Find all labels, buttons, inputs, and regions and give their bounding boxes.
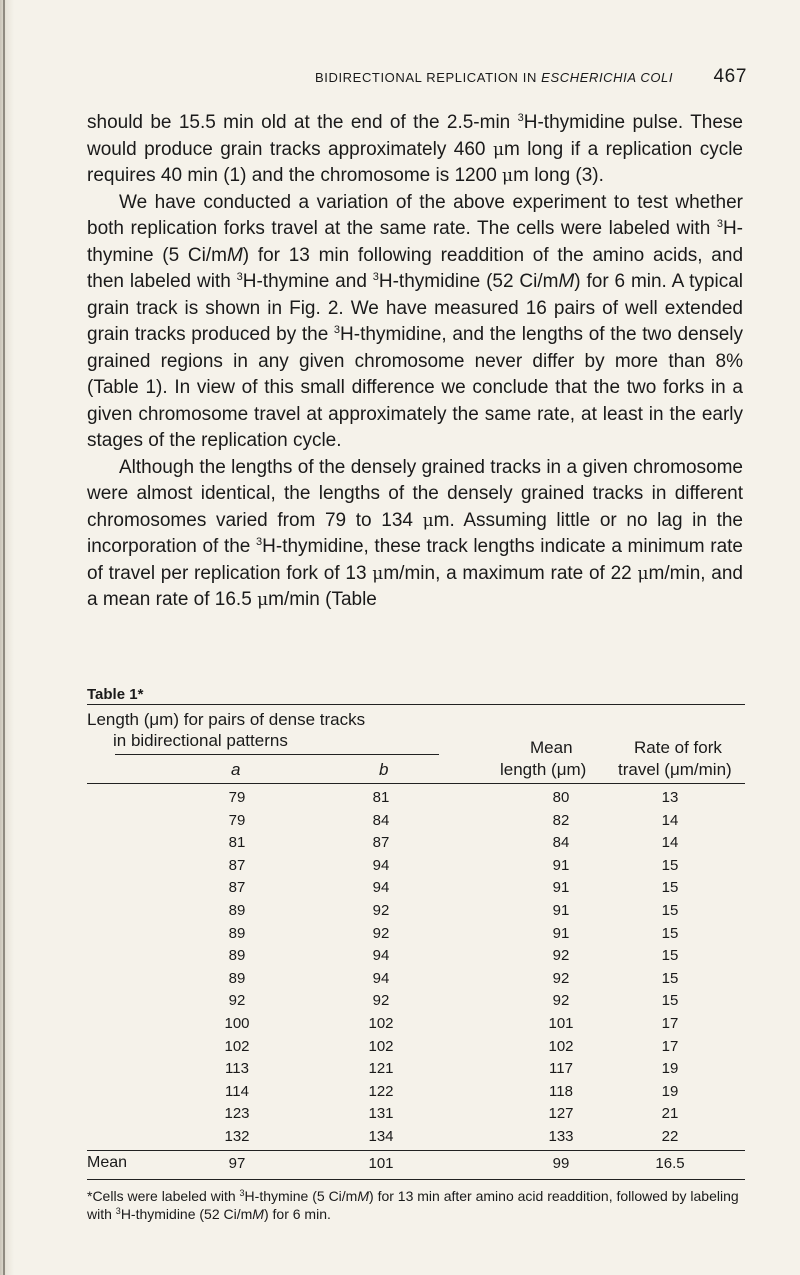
table-row [87,1105,745,1126]
cell-fork-rate: 15 [661,924,679,942]
cell-fork-rate: 14 [661,834,679,852]
cell-length-b: 92 [372,924,390,942]
cell-length-a: 89 [228,924,246,942]
body-text [87,110,743,614]
cell-length-a: 123 [224,1105,250,1123]
header-mean-line2: length (μm) [500,760,587,779]
cell-length-a: 113 [225,1060,249,1078]
cell-fork-rate: 21 [661,1105,679,1123]
cell-length-b: 94 [372,856,390,874]
table-row [87,1060,745,1081]
paragraph-1: should be 15.5 min old at the end of the 2.5-min $^3$H-thymidine pulse. These would produce grain tracks approximately 460 μm long if a replication cycle requires 40 min (1) and the chromosome is 1200 μm long (3). [87,112,743,186]
cell-mean-length: 101 [548,1015,574,1032]
table-row [87,1038,745,1059]
cell-length-b: 94 [372,947,390,965]
cell-fork-rate: 14 [661,811,679,829]
table-row [87,812,745,833]
table-footnote: *Cells were labeled with $^3$H-thymine (5 Ci/mM) for 13 min after amino acid readdition, followed by labeling with $^3$H-thymidine (52 Ci/mM) for 6 min. [87,1188,739,1222]
cell-fork-rate: 15 [661,879,679,897]
cell-mean-length: 118 [549,1082,573,1100]
table-row [87,947,745,968]
table-row [87,834,745,855]
table-row [87,970,745,991]
cell-fork-rate: 17 [661,1015,679,1032]
table-row [87,902,745,923]
cell-length-a: 102 [224,1037,250,1055]
cell-length-a: 114 [225,1082,249,1100]
table-row [87,992,745,1013]
cell-length-a: 89 [228,947,246,965]
header-mean-line1: Mean [530,738,573,757]
header-group-line1: Length (μm) for pairs of dense tracks [87,710,366,729]
cell-mean-length: 91 [552,856,570,874]
cell-length-a: 87 [228,856,246,874]
table-row [87,1128,745,1149]
cell-mean-length: 92 [552,969,570,987]
header-group-line2: in bidirectional patterns [113,731,288,750]
mean-a: 97 [228,1155,246,1172]
cell-length-b: 81 [372,789,390,806]
cell-length-b: 121 [368,1060,394,1078]
cell-length-b: 102 [368,1037,394,1055]
header-rate-line1: Rate of fork [634,738,722,757]
table-row [87,925,745,946]
cell-fork-rate: 15 [661,992,679,1010]
cell-mean-length: 127 [548,1105,574,1123]
cell-length-b: 134 [368,1128,394,1145]
paragraph-2: We have conducted a variation of the above experiment to test whether both replication forks travel at the same rate. The cells were labeled with $^3$H-thymine (5 Ci/mM) for 13 min following readdition of the amino acids, and then labeled with $^3$H-thymine and $^3$H-thymidine (52 Ci/mM) for 6 min. A typical grain track is shown in Fig. 2. We have measured 16 pairs of well extended grain tracks produced by the $^3$H-thymidine, and the lengths of the two densely grained regions in any given chromosome never differ by more than 8% (Table 1). In view of this small difference we conclude that the two forks in a given chromosome travel at approximately the same rate, at least in the early stages of the replication cycle. [87,191,744,451]
cell-fork-rate: 15 [661,969,679,987]
running-head [87,66,747,88]
mean-length: 99 [552,1155,570,1172]
table-row [87,857,745,878]
cell-length-b: 92 [372,992,390,1010]
cell-mean-length: 92 [552,992,570,1010]
cell-length-a: 92 [228,992,246,1010]
cell-fork-rate: 19 [661,1082,679,1100]
mean-b: 101 [368,1155,394,1172]
cell-fork-rate: 15 [661,856,679,874]
cell-length-b: 122 [368,1082,394,1100]
cell-length-a: 79 [228,811,246,829]
table-row [87,1015,745,1036]
mean-row [87,1155,745,1176]
table-row [87,789,745,810]
cell-length-b: 102 [368,1015,394,1032]
page-number: 467 [713,66,747,87]
cell-fork-rate: 19 [661,1060,679,1078]
cell-fork-rate: 13 [661,789,679,806]
table-row [87,879,745,900]
cell-fork-rate: 15 [661,902,679,919]
table-bottom-rule [87,1179,745,1180]
cell-length-a: 81 [228,834,246,852]
table-top-rule [87,704,745,705]
cell-mean-length: 82 [552,811,570,829]
cell-mean-length: 117 [549,1060,573,1078]
cell-length-a: 89 [228,969,246,987]
cell-length-a: 89 [228,902,246,919]
cell-length-a: 132 [224,1128,250,1145]
cell-length-b: 131 [368,1105,394,1123]
table-row [87,1083,745,1104]
cell-mean-length: 84 [552,834,570,852]
header-col-b: b [379,760,389,779]
mean-rate: 16.5 [655,1155,685,1172]
header-col-a: a [231,760,241,779]
cell-length-a: 100 [224,1015,250,1032]
cell-length-a: 79 [228,789,246,806]
cell-mean-length: 91 [552,924,570,942]
header-bottom-rule [87,783,745,784]
cell-fork-rate: 15 [661,947,679,965]
cell-mean-length: 91 [552,902,570,919]
cell-mean-length: 91 [552,879,570,897]
cell-length-b: 94 [372,879,390,897]
header-rate-line2: travel (μm/min) [618,760,732,779]
running-head-title: BIDIRECTIONAL REPLICATION IN ESCHERICHIA COLI [315,70,674,85]
cell-length-b: 94 [372,969,390,987]
cell-mean-length: 133 [548,1128,574,1145]
cell-fork-rate: 22 [661,1128,679,1145]
cell-length-b: 87 [372,834,390,852]
cell-mean-length: 80 [552,789,570,806]
cell-length-b: 84 [372,811,390,829]
mean-row-label: Mean [87,1154,128,1171]
header-group-rule [115,754,439,755]
mean-top-rule [87,1150,745,1151]
paragraph-3: Although the lengths of the densely grained tracks in a given chromosome were almost identical, the lengths of the densely grained tracks in different chromosomes varied from 79 to 134 μm. Assuming little or no lag in the incorporation of the $^3$H-thymidine, these track lengths indicate a minimum rate of travel per replication fork of 13 μm/min, a maximum rate of 22 μm/min, and a mean rate of 16.5 μm/min (Table [87,456,743,610]
cell-length-b: 92 [372,902,390,919]
binding-edge [3,0,5,1275]
cell-length-a: 87 [228,879,246,897]
cell-mean-length: 102 [548,1037,574,1055]
table-label: Table 1* [87,686,144,703]
cell-mean-length: 92 [552,947,570,965]
cell-fork-rate: 17 [661,1037,679,1055]
